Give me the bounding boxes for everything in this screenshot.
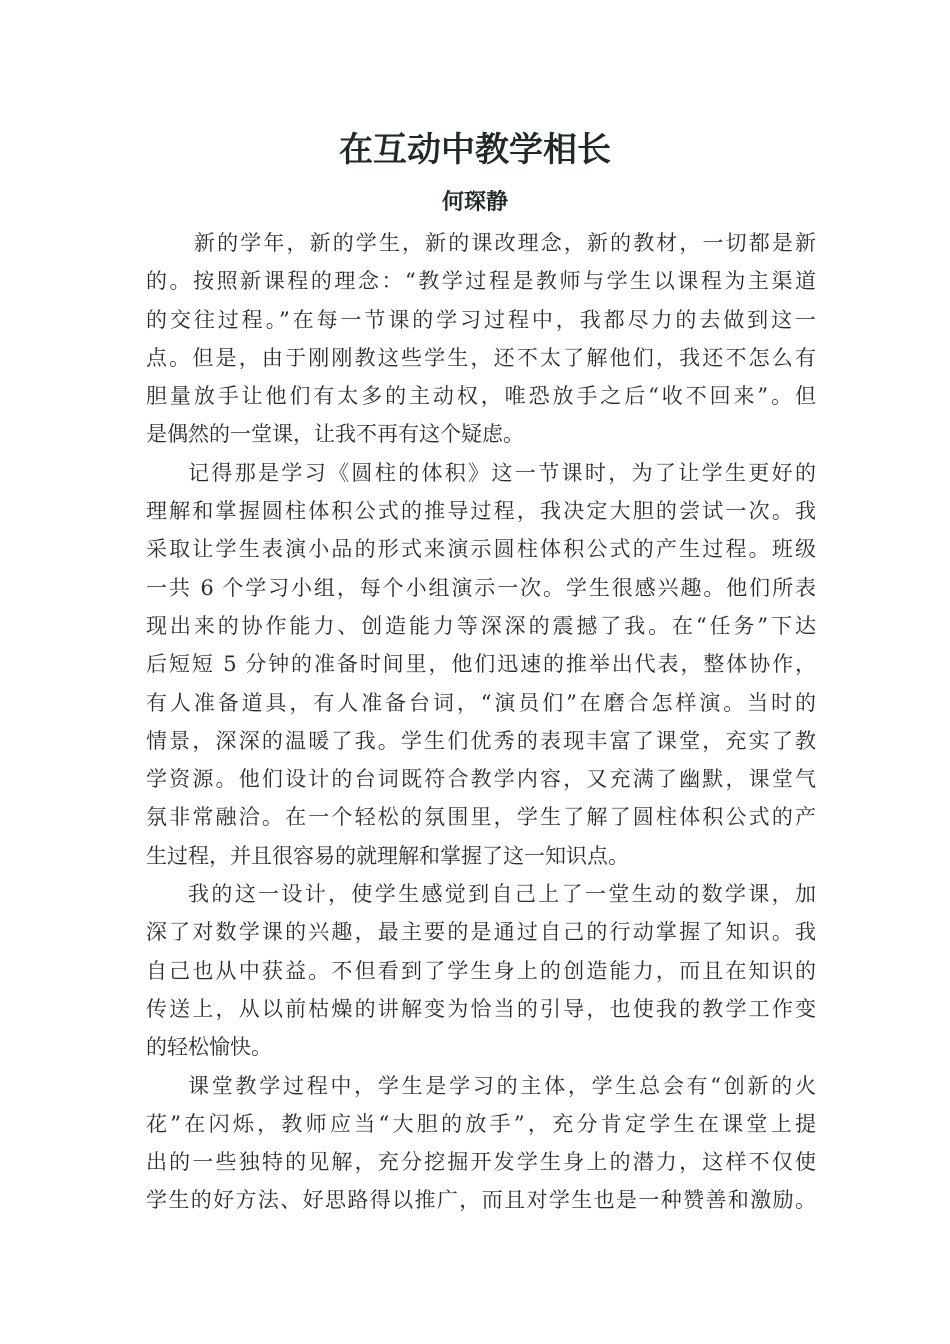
body-line: 的。按照新课程的理念：“教学过程是教师与学生以课程为主渠道 xyxy=(146,269,816,294)
body-line: 记得那是学习《圆柱的体积》这一节课时，为了让学生更好的 xyxy=(188,460,816,485)
body-line: 深了对数学课的兴趣，最主要的是通过自己的行动掌握了知识。我 xyxy=(146,920,816,945)
body-line: 是偶然的一堂课，让我不再有这个疑虑。 xyxy=(146,422,524,447)
body-line: 学资源。他们设计的台词既符合教学内容，又充满了幽默，课堂气 xyxy=(146,767,816,792)
body-line: 传送上，从以前枯燥的讲解变为恰当的引导，也使我的教学工作变 xyxy=(146,996,816,1021)
body-line: 的交往过程。”在每一节课的学习过程中，我都尽力的去做到这一 xyxy=(146,307,816,332)
body-line: 学生的好方法、好思路得以推广，而且对学生也是一种赞善和激励。 xyxy=(146,1188,816,1213)
body-line: 一共 6 个学习小组，每个小组演示一次。学生很感兴趣。他们所表 xyxy=(146,575,816,600)
body-line: 现出来的协作能力、创造能力等深深的震撼了我。在“任务”下达 xyxy=(146,613,816,638)
body-line: 我的这一设计，使学生感觉到自己上了一堂生动的数学课，加 xyxy=(188,882,816,907)
body-line: 胆量放手让他们有太多的主动权，唯恐放手之后“收不回来”。但 xyxy=(146,384,816,409)
body-line: 后短短 5 分钟的准备时间里，他们迅速的推举出代表，整体协作， xyxy=(146,652,816,677)
body-line: 点。但是，由于刚刚教这些学生，还不太了解他们，我还不怎么有 xyxy=(146,345,816,370)
document-title: 在互动中教学相长 xyxy=(339,130,611,170)
body-line: 氛非常融洽。在一个轻松的氛围里，学生了解了圆柱体积公式的产 xyxy=(146,805,816,830)
body-line: 出的一些独特的见解，充分挖掘开发学生身上的潜力，这样不仅使 xyxy=(146,1150,816,1175)
body-line: 花”在闪烁，教师应当“大胆的放手”，充分肯定学生在课堂上提 xyxy=(146,1111,816,1136)
body-line: 情景，深深的温暖了我。学生们优秀的表现丰富了课堂，充实了教 xyxy=(146,728,816,753)
document-author: 何琛静 xyxy=(441,190,508,215)
document-body xyxy=(146,224,816,1220)
body-line: 的轻松愉快。 xyxy=(146,1035,272,1060)
body-line: 生过程，并且很容易的就理解和掌握了这一知识点。 xyxy=(146,843,629,868)
body-line: 自己也从中获益。不但看到了学生身上的创造能力，而且在知识的 xyxy=(146,958,816,983)
body-line: 采取让学生表演小品的形式来演示圆柱体积公式的产生过程。班级 xyxy=(146,537,816,562)
body-line: 课堂教学过程中，学生是学习的主体，学生总会有“创新的火 xyxy=(188,1073,816,1098)
body-line: 新的学年，新的学生，新的课改理念，新的教材，一切都是新 xyxy=(194,231,816,255)
body-line: 理解和掌握圆柱体积公式的推导过程，我决定大胆的尝试一次。我 xyxy=(146,499,816,524)
body-line: 有人准备道具，有人准备台词，“演员们”在磨合怎样演。当时的 xyxy=(146,690,816,715)
